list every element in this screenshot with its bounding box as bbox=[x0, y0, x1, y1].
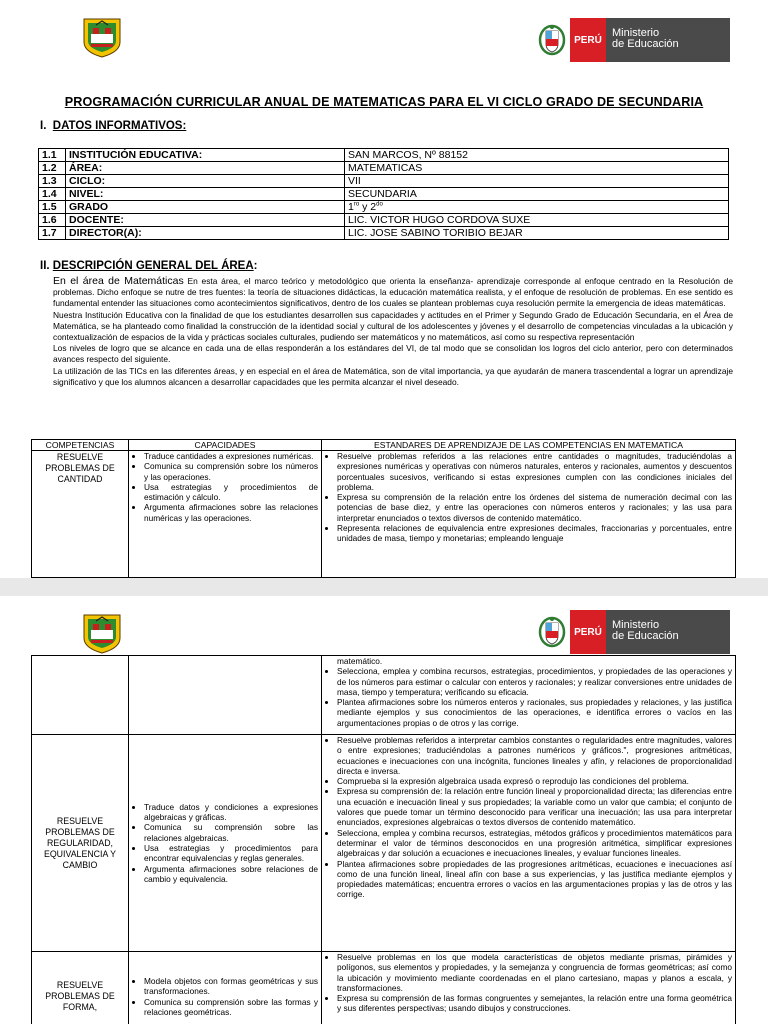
description-paragraph: Nuestra Institución Educativa con la finalidad de que los estudiantes desarrollen sus capacidades y actitudes en el Primer y Segundo Grado de Educación Secundaria, en el Área de Matemática, se ha planteado como finalidad la construcción de la identidad social y cultural de los adolescentes y jóvenes y el desarrollo de competencias vinculadas a la ubicación y contextualización de espacios de la vida y prácticas sociales culturales, pudiendo ser matemáticos y no matemáticos, así como su respectiva representación bbox=[53, 309, 733, 343]
continued-text: matemático. bbox=[337, 656, 383, 666]
table-row bbox=[39, 149, 729, 162]
grade-a: 1 bbox=[348, 201, 354, 213]
row-value: LIC. JOSE SABINO TORIBIO BEJAR bbox=[345, 227, 729, 240]
row-value: SECUNDARIA bbox=[345, 188, 729, 201]
grade-a-suffix: ro bbox=[353, 201, 360, 208]
section-1-title: DATOS INFORMATIVOS: bbox=[52, 120, 187, 132]
list-item: • Plantea afirmaciones sobre propiedades de las progresiones aritméticas, ecuaciones e inecuaciones así como de una función lineal, lineal afín con base a sus experiencias, y las justifica mediante ejemplos y propiedades matemáticas; encuentra errores o vacíos en las argumentaciones propias y las de otros y las corrige. bbox=[337, 859, 732, 900]
list-item: • Comunica su comprensión sobre las relaciones algebraicas. bbox=[144, 822, 318, 843]
section-2-colon: : bbox=[253, 260, 258, 272]
ministry-logo bbox=[534, 610, 730, 654]
list-item: • Selecciona, emplea y combina recursos, estrategias, métodos gráficos y procedimientos matemáticos para determinar el valor de términos desconocidos en una progresión aritmética, simplificar expresiones algebraicas y dar solución a ecuaciones e inecuaciones lineales, y evaluar funciones lineales. bbox=[337, 828, 732, 859]
peru-label: PERÚ bbox=[570, 610, 606, 654]
list-item: • Resuelve problemas referidos a interpretar cambios constantes o regularidades entre magnitudes, valores o entre expresiones; traduciéndolas a patrones numéricos y gráficos.", progresiones aritméticas, ecuaciones e inecuaciones con una incógnita, funciones lineales y afín, y relaciones de proporcionalidad directa e inversa. bbox=[337, 735, 732, 776]
section-2-title: DESCRIPCIÓN GENERAL DEL ÁREA bbox=[52, 260, 254, 272]
standards-cell bbox=[322, 451, 736, 578]
table-row bbox=[32, 656, 736, 735]
section-1-heading bbox=[40, 120, 186, 132]
document-page-2 bbox=[0, 596, 768, 1024]
ministry-name bbox=[606, 610, 730, 654]
list-item: • Expresa su comprensión de las formas congruentes y semejantes, la relación entre una forma geométrica y sus diferentes perspectivas; usando dibujos y construcciones. bbox=[337, 993, 732, 1014]
competence-name: RESUELVE PROBLEMAS DE FORMA, bbox=[32, 952, 129, 1024]
list-item: • Comunica su comprensión sobre los números y las operaciones. bbox=[144, 461, 318, 482]
section-1-number: I. bbox=[40, 120, 47, 132]
row-value: VII bbox=[345, 175, 729, 188]
area-description bbox=[53, 276, 733, 388]
table-row bbox=[32, 451, 736, 578]
competence-name: RESUELVE PROBLEMAS DE REGULARIDAD, EQUIVALENCIA Y CAMBIO bbox=[32, 735, 129, 952]
peru-label: PERÚ bbox=[570, 18, 606, 62]
list-item: • Representa relaciones de equivalencia entre expresiones decimales, fraccionarias y porcentuales, entre unidades de masa, tiempo y monetarias; empleando lenguaje bbox=[337, 523, 732, 544]
row-number: 1.5 bbox=[39, 201, 66, 214]
capacities-cell bbox=[129, 735, 322, 952]
description-paragraph bbox=[53, 276, 733, 310]
list-item: • Resuelve problemas en los que modela características de objetos mediante prismas, pirámides y polígonos, sus elementos y propiedades, y la semejanza y congruencia de formas geométricas; así como la ubicación y movimiento mediante coordenadas en el plano cartesiano, mapas y planos a escala, y transformaciones. bbox=[337, 952, 732, 993]
competencias-table bbox=[31, 439, 736, 578]
standards-cell bbox=[322, 656, 736, 735]
row-number: 1.4 bbox=[39, 188, 66, 201]
list-item: • Comunica su comprensión sobre las formas y relaciones geométricas. bbox=[144, 997, 318, 1018]
capacities-cell-empty bbox=[129, 656, 322, 735]
list-item: • Modela objetos con formas geométricas y sus transformaciones. bbox=[144, 976, 318, 997]
ministry-line-1: Ministerio bbox=[612, 27, 660, 39]
row-number: 1.2 bbox=[39, 162, 66, 175]
row-label: CICLO: bbox=[66, 175, 345, 188]
column-header: COMPETENCIAS bbox=[32, 440, 129, 451]
grade-b: y 2 bbox=[359, 201, 377, 213]
school-crest-icon bbox=[82, 612, 122, 654]
row-label: ÁREA: bbox=[66, 162, 345, 175]
school-crest-icon bbox=[82, 16, 122, 58]
competence-name: RESUELVE PROBLEMAS DE CANTIDAD bbox=[32, 451, 129, 578]
row-label: DIRECTOR(A): bbox=[66, 227, 345, 240]
row-value: SAN MARCOS, Nº 88152 bbox=[345, 149, 729, 162]
table-row bbox=[39, 227, 729, 240]
description-paragraph: La utilización de las TICs en las diferentes áreas, y en especial en el área de Matemática, son de vital importancia, ya que ayudarán de manera trascendental a lograr un aprendizaje significativo y que los alumnos alcancen a desarrollar capacidades que les permita alcanzar el nivel deseado. bbox=[53, 365, 733, 387]
list-item: • Comprueba si la expresión algebraica usada expresó o reprodujo las condiciones del problema. bbox=[337, 776, 732, 786]
table-row bbox=[39, 162, 729, 175]
datos-informativos-table bbox=[38, 148, 729, 240]
standards-cell bbox=[322, 952, 736, 1024]
table-row bbox=[32, 952, 736, 1024]
ministry-line-2: de Educación bbox=[612, 630, 679, 642]
capacities-cell bbox=[129, 451, 322, 578]
column-header: CAPACIDADES bbox=[129, 440, 322, 451]
capacities-cell bbox=[129, 952, 322, 1024]
list-item: • Argumenta afirmaciones sobre relaciones de cambio y equivalencia. bbox=[144, 864, 318, 885]
list-item: • Resuelve problemas referidos a las relaciones entre cantidades o magnitudes, traduciéndolas a expresiones numéricas y operativas con números naturales, enteros y racionales, aumentos y descuentos porcentuales sucesivos, verificando si estas expresiones cumplen con las condiciones iniciales del problema. bbox=[337, 451, 732, 492]
list-item: • Expresa su comprensión de: la relación entre función lineal y proporcionalidad directa; las diferencias entre una ecuación e inecuación lineal y sus propiedades; la variable como un valor que cambia; el conjunto de valores que puede tomar un término desconocido para verificar una inecuación; las usa para interpretar enunciados, expresiones algebraicas o textos diversos de contenido matemático. bbox=[337, 786, 732, 827]
row-value bbox=[345, 201, 729, 214]
table-header-row bbox=[32, 440, 736, 451]
table-row bbox=[39, 201, 729, 214]
description-paragraph: Los niveles de logro que se alcance en cada una de ellas responderán a los estándares del VI, de tal modo que se consolidan los logros del ciclo anterior, pero con determinados avances respecto del siguiente. bbox=[53, 343, 733, 365]
section-2-heading bbox=[40, 260, 258, 272]
page-separator bbox=[0, 578, 768, 596]
table-row bbox=[39, 214, 729, 227]
document-title: PROGRAMACIÓN CURRICULAR ANUAL DE MATEMATICAS PARA EL VI CICLO GRADO DE SECUNDARIA bbox=[64, 95, 704, 109]
row-label: INSTITUCIÓN EDUCATIVA: bbox=[66, 149, 345, 162]
ministry-logo bbox=[534, 18, 730, 62]
row-number: 1.6 bbox=[39, 214, 66, 227]
list-item: • Traduce cantidades a expresiones numéricas. bbox=[144, 451, 318, 461]
row-label: GRADO bbox=[66, 201, 345, 214]
table-row bbox=[32, 735, 736, 952]
list-item: • Plantea afirmaciones sobre los números enteros y racionales, sus propiedades y relaciones, y las justifica mediante ejemplos y sus conocimientos de las operaciones, e identifica errores o vacíos en las argumentaciones propias o de otros y las corrige. bbox=[337, 697, 732, 728]
row-value: MATEMATICAS bbox=[345, 162, 729, 175]
table-row bbox=[39, 175, 729, 188]
description-lead: En el área de Matemáticas bbox=[53, 275, 184, 287]
column-header: ESTANDARES DE APRENDIZAJE DE LAS COMPETENCIAS EN MATEMATICA bbox=[322, 440, 736, 451]
section-2-number: II. bbox=[40, 260, 50, 272]
description-text: En esta área, el marco teórico y metodológico que orienta la enseñanza- aprendizaje corresponde al enfoque centrado en la Resolución de problemas. Dicho enfoque se nutre de tres fuentes: la teoría de situaciones didácticas, la educación matemática realista, y el enfoque de resolución de problemas. En ese sentido es fundamental entender las situaciones como acontecimientos significativos, dentro de los cuales se plantean problemas cuya resolución permite la emergencia de ideas matemáticas. bbox=[53, 276, 733, 309]
row-number: 1.7 bbox=[39, 227, 66, 240]
list-item: • Selecciona, emplea y combina recursos, estrategias, procedimientos, y propiedades de las operaciones y de los números para estimar o calcular con enteros y racionales; y realizar conversiones entre unidades de masa, tiempo y temperatura; verificando su eficacia. bbox=[337, 666, 732, 697]
list-item: • Expresa su comprensión de la relación entre los órdenes del sistema de numeración decimal con las potencias de base diez, y entre las operaciones con números enteros y racionales; y las usa para interpretar enunciados o textos diversos de contenido matemático. bbox=[337, 492, 732, 523]
row-label: NIVEL: bbox=[66, 188, 345, 201]
ministry-name bbox=[606, 18, 730, 62]
competence-name-empty bbox=[32, 656, 129, 735]
ministry-line-2: de Educación bbox=[612, 38, 679, 50]
competencias-table-continued bbox=[31, 655, 736, 1024]
standards-cell bbox=[322, 735, 736, 952]
peru-coat-of-arms-icon bbox=[534, 18, 570, 62]
table-row bbox=[39, 188, 729, 201]
peru-coat-of-arms-icon bbox=[534, 610, 570, 654]
list-item: • Argumenta afirmaciones sobre las relaciones numéricas y las operaciones. bbox=[144, 502, 318, 523]
ministry-line-1: Ministerio bbox=[612, 619, 660, 631]
row-number: 1.3 bbox=[39, 175, 66, 188]
row-number: 1.1 bbox=[39, 149, 66, 162]
list-item: • Usa estrategias y procedimientos para encontrar equivalencias y reglas generales. bbox=[144, 843, 318, 864]
list-item: • Traduce datos y condiciones a expresiones algebraicas y gráficas. bbox=[144, 802, 318, 823]
list-item: • Usa estrategias y procedimientos de estimación y cálculo. bbox=[144, 482, 318, 503]
row-value: LIC. VICTOR HUGO CORDOVA SUXE bbox=[345, 214, 729, 227]
grade-b-suffix: do bbox=[376, 201, 383, 208]
row-label: DOCENTE: bbox=[66, 214, 345, 227]
